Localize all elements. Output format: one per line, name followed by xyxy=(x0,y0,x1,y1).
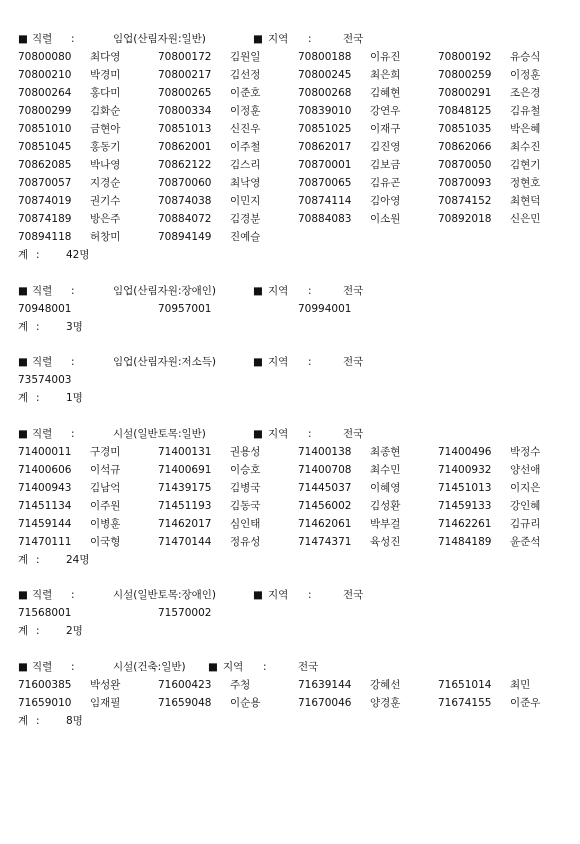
total-row xyxy=(18,712,570,730)
entry-id: 70874114 xyxy=(298,195,352,207)
colon: : xyxy=(308,356,312,368)
job-label: 직렬 xyxy=(32,589,53,601)
entry-id: 70851035 xyxy=(438,123,492,135)
marker-icon: ■ xyxy=(18,660,28,673)
entry-name: 김아영 xyxy=(370,195,401,207)
entry-name: 이준우 xyxy=(510,696,541,709)
colon: : xyxy=(308,427,312,440)
entry-name: 이병훈 xyxy=(90,517,121,530)
job-type: 시설(일반토목:일반) xyxy=(113,427,206,440)
entry-name: 최민 xyxy=(510,678,531,691)
entry-name: 윤준석 xyxy=(510,535,541,548)
entry-id: 70800245 xyxy=(298,69,352,81)
entry-id: 70800291 xyxy=(438,87,492,99)
entry-name: 김남억 xyxy=(90,481,121,494)
entry-name: 육성진 xyxy=(370,535,401,548)
entry-row xyxy=(18,533,570,551)
entry-row xyxy=(18,192,570,210)
colon: : xyxy=(36,320,40,333)
entry-id: 70851045 xyxy=(18,141,72,153)
entry-id: 71451013 xyxy=(438,481,492,494)
entry-row xyxy=(18,676,570,694)
colon: : xyxy=(36,553,40,566)
region-label: 지역 xyxy=(223,660,244,673)
entry-id: 71451134 xyxy=(18,499,72,512)
entry-id: 71400708 xyxy=(298,463,352,476)
entry-id: 70800172 xyxy=(158,51,212,63)
entry-name: 허창미 xyxy=(90,231,121,243)
entry-name: 유승식 xyxy=(510,51,541,63)
entry-id: 71400138 xyxy=(298,445,352,458)
section-header xyxy=(18,425,570,443)
entry-id: 70862001 xyxy=(158,141,212,153)
job-label: 직렬 xyxy=(32,427,53,440)
entry-name: 김진영 xyxy=(370,141,401,153)
entry-id: 71470144 xyxy=(158,535,212,548)
total-label: 계 xyxy=(18,714,29,727)
entry-name: 권기수 xyxy=(90,195,121,207)
entry-id: 70800080 xyxy=(18,51,72,63)
entry-id: 71462017 xyxy=(158,517,212,530)
section-header xyxy=(18,30,570,48)
entry-name: 최수민 xyxy=(370,463,401,476)
entry-row xyxy=(18,604,570,622)
entry-name: 박나영 xyxy=(90,159,121,171)
total-count: 8명 xyxy=(66,714,83,727)
entry-id: 71400011 xyxy=(18,445,72,458)
total-label: 계 xyxy=(18,320,29,333)
job-label: 직렬 xyxy=(32,660,53,673)
colon: : xyxy=(71,356,75,368)
entry-name: 지경순 xyxy=(90,177,121,189)
entry-row xyxy=(18,497,570,515)
entry-id: 71456002 xyxy=(298,499,352,512)
entry-row xyxy=(18,228,570,246)
marker-icon: ■ xyxy=(208,660,218,673)
entry-id: 70874152 xyxy=(438,195,492,207)
entry-name: 양경훈 xyxy=(370,696,401,709)
colon: : xyxy=(71,660,75,673)
colon: : xyxy=(308,284,312,297)
colon: : xyxy=(36,714,40,727)
section xyxy=(18,282,570,336)
entry-name: 진예슬 xyxy=(230,231,261,243)
entry-name: 방은주 xyxy=(90,213,121,225)
entry-id: 71470111 xyxy=(18,535,72,548)
section-header xyxy=(18,658,570,676)
entry-name: 조은경 xyxy=(510,87,541,99)
entry-row xyxy=(18,694,570,712)
entry-row xyxy=(18,120,570,138)
section-header xyxy=(18,586,570,604)
entry-name: 이준호 xyxy=(230,87,261,99)
entry-name: 최종현 xyxy=(370,445,401,458)
entry-name: 이민지 xyxy=(230,195,261,207)
entry-id: 71451193 xyxy=(158,499,212,512)
entry-id: 70800299 xyxy=(18,105,72,117)
total-count: 3명 xyxy=(66,320,83,333)
colon: : xyxy=(308,33,312,45)
colon: : xyxy=(308,589,312,601)
total-label: 계 xyxy=(18,249,29,261)
entry-id: 71462261 xyxy=(438,517,492,530)
entry-id: 70800210 xyxy=(18,69,72,81)
entry-name: 이주원 xyxy=(90,499,121,512)
entry-name: 신은민 xyxy=(510,213,541,225)
entry-id: 71600423 xyxy=(158,678,212,691)
entry-id: 70874019 xyxy=(18,195,72,207)
job-type: 임업(산림자원:일반) xyxy=(113,33,206,45)
entry-id: 70870065 xyxy=(298,177,352,189)
entry-name: 김규리 xyxy=(510,517,541,530)
entry-id: 70800264 xyxy=(18,87,72,99)
entry-id: 71439175 xyxy=(158,481,212,494)
region-label: 지역 xyxy=(268,356,289,368)
entry-row xyxy=(18,138,570,156)
entry-row xyxy=(18,66,570,84)
entry-name: 김성환 xyxy=(370,499,401,512)
entry-id: 70874038 xyxy=(158,195,212,207)
region-value: 전국 xyxy=(343,284,364,297)
entry-name: 이순용 xyxy=(230,696,261,709)
section xyxy=(18,353,570,407)
entry-row xyxy=(18,461,570,479)
region-label: 지역 xyxy=(268,33,289,45)
entry-name: 이정훈 xyxy=(510,69,541,81)
entry-id: 70862066 xyxy=(438,141,492,153)
region-label: 지역 xyxy=(268,427,289,440)
entry-name: 홍동기 xyxy=(90,141,121,153)
entry-id: 70800265 xyxy=(158,87,212,99)
section-header xyxy=(18,282,570,300)
marker-icon: ■ xyxy=(18,33,28,45)
entry-row xyxy=(18,84,570,102)
colon: : xyxy=(36,625,40,637)
entry-name: 이주철 xyxy=(230,141,261,153)
entry-name: 구경미 xyxy=(90,445,121,458)
entry-row xyxy=(18,443,570,461)
entry-id: 70848125 xyxy=(438,105,492,117)
entry-id: 70948001 xyxy=(18,302,72,315)
entry-name: 금현아 xyxy=(90,123,121,135)
job-type: 시설(일반토목:장애인) xyxy=(113,589,217,601)
colon: : xyxy=(36,392,40,404)
entry-name: 김동국 xyxy=(230,499,261,512)
job-type: 임업(산림자원:장애인) xyxy=(113,284,217,297)
entry-name: 박부걸 xyxy=(370,517,401,530)
entry-name: 이혜영 xyxy=(370,481,401,494)
entry-row xyxy=(18,102,570,120)
region-label: 지역 xyxy=(268,589,289,601)
entry-id: 71659010 xyxy=(18,696,72,709)
job-label: 직렬 xyxy=(32,356,53,368)
job-label: 직렬 xyxy=(32,33,53,45)
marker-icon: ■ xyxy=(18,427,28,440)
entry-row xyxy=(18,48,570,66)
entry-id: 70884083 xyxy=(298,213,352,225)
entry-name: 최은희 xyxy=(370,69,401,81)
total-row xyxy=(18,622,570,640)
section xyxy=(18,586,570,640)
entry-id: 70800192 xyxy=(438,51,492,63)
entry-id: 70800217 xyxy=(158,69,212,81)
entry-id: 70870060 xyxy=(158,177,212,189)
entry-name: 최현덕 xyxy=(510,195,541,207)
entry-id: 71600385 xyxy=(18,678,72,691)
colon: : xyxy=(263,660,267,673)
marker-icon: ■ xyxy=(18,356,28,368)
entry-id: 70839010 xyxy=(298,105,352,117)
entry-name: 김유철 xyxy=(510,105,541,117)
marker-icon: ■ xyxy=(253,589,263,601)
total-row xyxy=(18,389,570,407)
entry-id: 71400496 xyxy=(438,445,492,458)
entry-id: 70994001 xyxy=(298,302,352,315)
entry-name: 신진우 xyxy=(230,123,261,135)
marker-icon: ■ xyxy=(253,356,263,368)
entry-row xyxy=(18,156,570,174)
total-count: 24명 xyxy=(66,553,90,566)
entry-id: 70800334 xyxy=(158,105,212,117)
entry-id: 71568001 xyxy=(18,607,72,619)
total-row xyxy=(18,318,570,336)
entry-name: 박은혜 xyxy=(510,123,541,135)
total-count: 2명 xyxy=(66,625,83,637)
entry-id: 71484189 xyxy=(438,535,492,548)
marker-icon: ■ xyxy=(253,33,263,45)
entry-name: 김경분 xyxy=(230,213,261,225)
region-value: 전국 xyxy=(298,660,319,673)
colon: : xyxy=(71,284,75,297)
entry-id: 71400932 xyxy=(438,463,492,476)
entry-name: 김화순 xyxy=(90,105,121,117)
entry-name: 이정훈 xyxy=(230,105,261,117)
entry-name: 김병국 xyxy=(230,481,261,494)
marker-icon: ■ xyxy=(253,427,263,440)
entry-name: 김보금 xyxy=(370,159,401,171)
entry-name: 양선애 xyxy=(510,463,541,476)
entry-id: 70957001 xyxy=(158,302,212,315)
entry-name: 박경미 xyxy=(90,69,121,81)
entry-name: 김현기 xyxy=(510,159,541,171)
entry-id: 71474371 xyxy=(298,535,352,548)
entry-row xyxy=(18,210,570,228)
entry-row xyxy=(18,479,570,497)
entry-name: 최낙영 xyxy=(230,177,261,189)
entry-row xyxy=(18,515,570,533)
entry-name: 이소원 xyxy=(370,213,401,225)
entry-name: 정현호 xyxy=(510,177,541,189)
entry-id: 70800259 xyxy=(438,69,492,81)
entry-name: 이승호 xyxy=(230,463,261,476)
entry-name: 김혜현 xyxy=(370,87,401,99)
total-label: 계 xyxy=(18,553,29,566)
entry-id: 70884072 xyxy=(158,213,212,225)
entry-id: 71445037 xyxy=(298,481,352,494)
entry-name: 홍다미 xyxy=(90,87,121,99)
region-value: 전국 xyxy=(343,33,364,45)
entry-id: 70894149 xyxy=(158,231,212,243)
entry-name: 김원일 xyxy=(230,51,261,63)
entry-name: 최수진 xyxy=(510,141,541,153)
entry-name: 박정수 xyxy=(510,445,541,458)
marker-icon: ■ xyxy=(18,284,28,297)
entry-id: 71462061 xyxy=(298,517,352,530)
job-type: 시설(건축:일반) xyxy=(113,660,186,673)
total-count: 1명 xyxy=(66,392,83,404)
entry-id: 70870057 xyxy=(18,177,72,189)
entry-id: 71674155 xyxy=(438,696,492,709)
entry-id: 70870001 xyxy=(298,159,352,171)
entry-id: 73574003 xyxy=(18,374,72,386)
entry-row xyxy=(18,371,570,389)
entry-name: 김유곤 xyxy=(370,177,401,189)
entry-id: 70800188 xyxy=(298,51,352,63)
entry-row xyxy=(18,300,570,318)
region-value: 전국 xyxy=(343,427,364,440)
entry-name: 김선정 xyxy=(230,69,261,81)
job-type: 임업(산림자원:저소득) xyxy=(113,356,217,368)
entry-name: 임재필 xyxy=(90,696,121,709)
entry-id: 70851013 xyxy=(158,123,212,135)
region-value: 전국 xyxy=(343,589,364,601)
entry-name: 박성완 xyxy=(90,678,121,691)
entry-name: 이유진 xyxy=(370,51,401,63)
entry-id: 71400131 xyxy=(158,445,212,458)
entry-id: 71459133 xyxy=(438,499,492,512)
entry-id: 70870050 xyxy=(438,159,492,171)
entry-id: 71659048 xyxy=(158,696,212,709)
entry-id: 71670046 xyxy=(298,696,352,709)
entry-name: 이석규 xyxy=(90,463,121,476)
total-label: 계 xyxy=(18,392,29,404)
entry-id: 71400691 xyxy=(158,463,212,476)
entry-id: 70862122 xyxy=(158,159,212,171)
entry-row xyxy=(18,174,570,192)
section-header xyxy=(18,353,570,371)
section xyxy=(18,30,570,264)
marker-icon: ■ xyxy=(18,589,28,601)
entry-id: 70851010 xyxy=(18,123,72,135)
entry-id: 70874189 xyxy=(18,213,72,225)
entry-name: 정유성 xyxy=(230,535,261,548)
entry-id: 70870093 xyxy=(438,177,492,189)
entry-name: 권용성 xyxy=(230,445,261,458)
entry-name: 강인혜 xyxy=(510,499,541,512)
entry-id: 70894118 xyxy=(18,231,72,243)
total-label: 계 xyxy=(18,625,29,637)
colon: : xyxy=(71,589,75,601)
entry-id: 70862017 xyxy=(298,141,352,153)
total-row xyxy=(18,246,570,264)
colon: : xyxy=(71,33,75,45)
entry-name: 강혜선 xyxy=(370,678,401,691)
colon: : xyxy=(36,249,40,261)
entry-id: 70800268 xyxy=(298,87,352,99)
total-row xyxy=(18,551,570,569)
entry-id: 70892018 xyxy=(438,213,492,225)
section xyxy=(18,425,570,569)
total-count: 42명 xyxy=(66,249,90,261)
entry-name: 이지은 xyxy=(510,481,541,494)
entry-name: 김스리 xyxy=(230,159,261,171)
entry-name: 이재구 xyxy=(370,123,401,135)
section xyxy=(18,658,570,730)
region-label: 지역 xyxy=(268,284,289,297)
entry-id: 71400943 xyxy=(18,481,72,494)
document xyxy=(18,30,570,747)
colon: : xyxy=(71,427,75,440)
entry-name: 최다영 xyxy=(90,51,121,63)
entry-name: 심인태 xyxy=(230,517,261,530)
entry-id: 70851025 xyxy=(298,123,352,135)
entry-name: 강연우 xyxy=(370,105,401,117)
entry-id: 71400606 xyxy=(18,463,72,476)
entry-id: 71570002 xyxy=(158,607,212,619)
entry-id: 70862085 xyxy=(18,159,72,171)
entry-id: 71459144 xyxy=(18,517,72,530)
region-value: 전국 xyxy=(343,356,364,368)
entry-id: 71639144 xyxy=(298,678,352,691)
entry-id: 71651014 xyxy=(438,678,492,691)
entry-name: 이국형 xyxy=(90,535,121,548)
entry-name: 주청 xyxy=(230,678,251,691)
job-label: 직렬 xyxy=(32,284,53,297)
marker-icon: ■ xyxy=(253,284,263,297)
